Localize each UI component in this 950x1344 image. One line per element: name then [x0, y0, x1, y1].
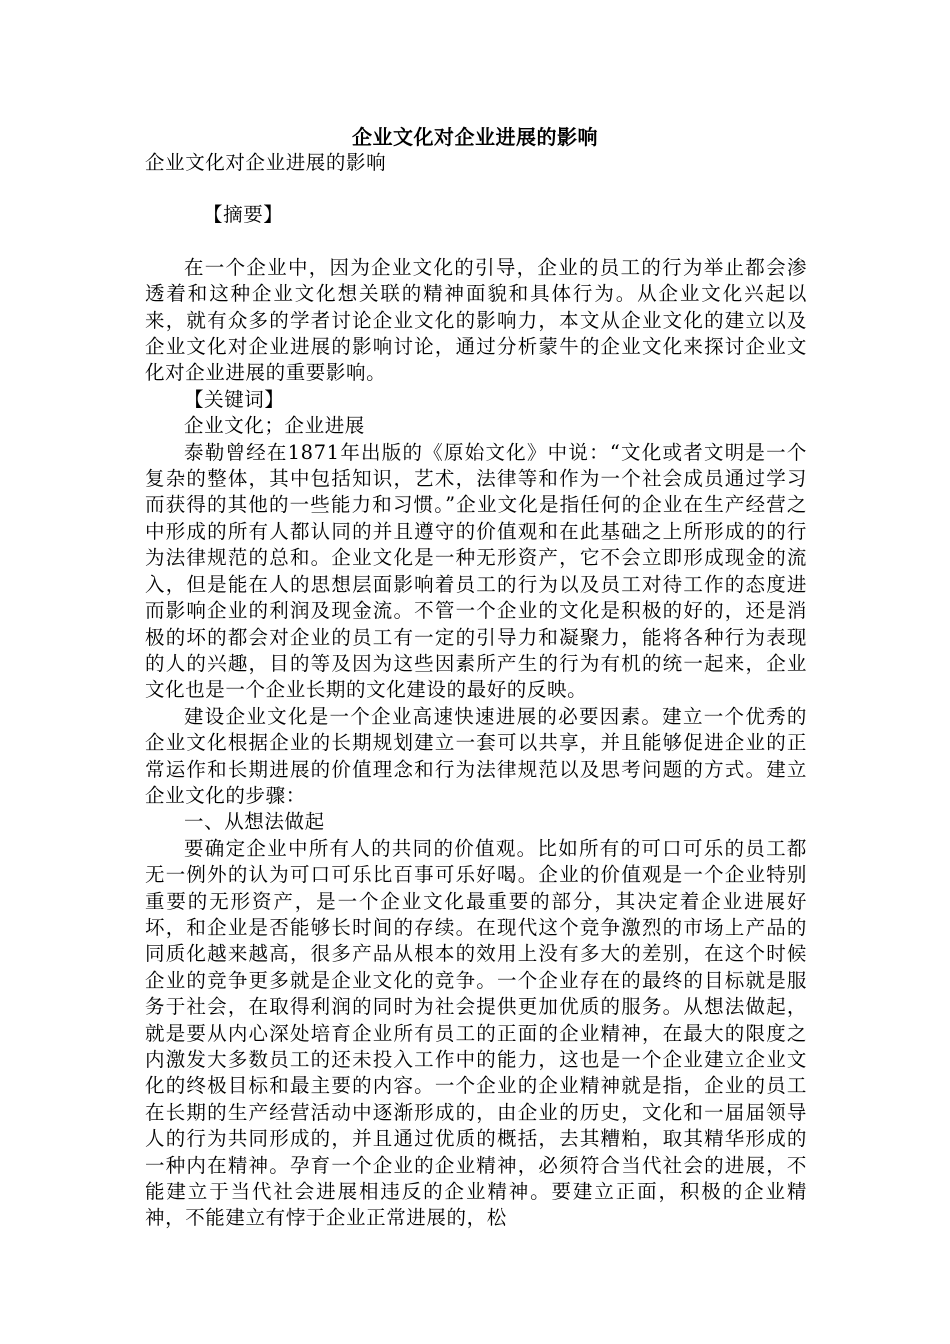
body-paragraph: 要确定企业中所有人的共同的价值观。比如所有的可口可乐的员工都无一例外的认为可口可乐比百事可乐好喝。企业的价值观是一个企业特别重要的无形资产，是一个企业文化最重要的部分，其决定着企业进展好坏，和企业是否能够长时间的存续。在现代这个竞争激烈的市场上产品的同质化越来越高，很多产品从根本的效用上没有多大的差别，在这个时候企业的竞争更多就是企业文化的竞争。一个企业存在的最终的目标就是服务于社会，在取得利润的同时为社会提供更加优质的服务。从想法做起，就是要从内心深处培育企业所有员工的正面的企业精神，在最大的限度之内激发大多数员工的还未投入工作中的能力，这也是一个企业建立企业文化的终极目标和最主要的内容。一个企业的企业精神就是指，企业的员工在长期的生产经营活动中逐渐形成的，由企业的历史，文化和一届届领导人的行为共同形成的，并且通过优质的概括，去其糟粕，取其精华形成的一种内在精神。孕育一个企业的企业精神，必须符合当代社会的进展，不能建立于当代社会进展相违反的企业精神。要建立正面，积极的企业精神，不能建立有悖于企业正常进展的，松 [145, 836, 807, 1230]
section-heading: 一、从想法做起 [184, 810, 325, 834]
keywords-line: 企业文化；企业进展 [184, 414, 365, 438]
body-paragraph: 建设企业文化是一个企业高速快速进展的必要因素。建立一个优秀的企业文化根据企业的长期规划建立一套可以共享，并且能够促进企业的正常运作和长期进展的价值理念和行为法律规范以及思考问题的方式。建立企业文化的步骤： [145, 704, 807, 807]
document-subtitle: 企业文化对企业进展的影响 [145, 151, 387, 174]
document-title: 企业文化对企业进展的影响 [352, 125, 598, 149]
body-paragraph: 泰勒曾经在1871年出版的《原始文化》中说：“文化或者文明是一个复杂的整体，其中包括知识，艺术，法律等和作为一个社会成员通过学习而获得的其他的一些能力和习惯。”企业文化是指任何的企业在生产经营之中形成的所有人都认同的并且遵守的价值观和在此基础之上所形成的的行为法律规范的总和。企业文化是一种无形资产，它不会立即形成现金的流入，但是能在人的思想层面影响着员工的行为以及员工对待工作的态度进而影响企业的利润及现金流。不管一个企业的文化是积极的好的，还是消极的坏的都会对企业的员工有一定的引导力和凝聚力，能将各种行为表现的人的兴趣，目的等及因为这些因素所产生的行为有机的统一起来，企业文化也是一个企业长期的文化建设的最好的反映。 [145, 440, 807, 702]
abstract-paragraph: 在一个企业中，因为企业文化的引导，企业的员工的行为举止都会渗透着和这种企业文化想关联的精神面貌和具体行为。从企业文化兴起以来，就有众多的学者讨论企业文化的影响力，本文从企业文化的建立以及企业文化对企业进展的影响讨论，通过分析蒙牛的企业文化来探讨企业文化对企业进展的重要影响。 [145, 255, 807, 385]
document-body [145, 150, 807, 1232]
abstract-heading: 【摘要】 [203, 203, 284, 227]
keywords-heading: 【关键词】 [184, 387, 285, 411]
